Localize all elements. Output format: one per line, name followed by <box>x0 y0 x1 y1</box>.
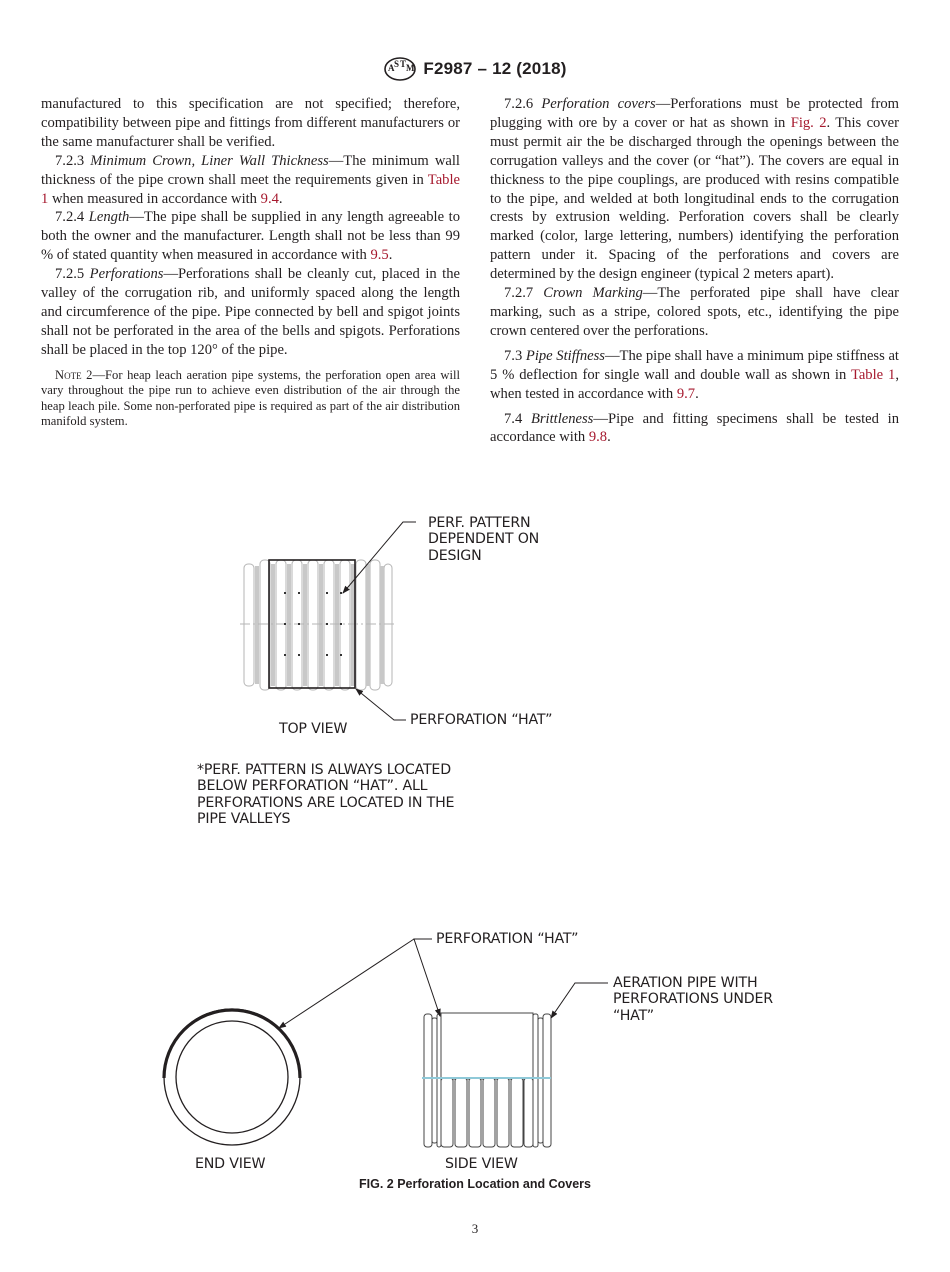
section-title: Length <box>88 209 130 226</box>
end-view-pipe <box>164 1009 300 1145</box>
link-9-5[interactable]: 9.5 <box>370 247 389 264</box>
section-7-2-5: 7.2.5 Perforations—Perforations shall be cleanly cut, placed in the valley of the corrugation rib, and uniformly spaced along the length and circumference of the pipe. Pipe connected by bell and spigot joints shall not be perforated in the area of the bells and spigots. Perforations shall be placed in the top 120° of the pipe. <box>41 266 460 358</box>
callout-aeration-pipe: AERATION PIPE WITH PERFORATIONS UNDER “HAT” <box>613 975 773 1024</box>
right-column <box>490 95 899 447</box>
note-2: Note 2—For heap leach aeration pipe systems, the perforation open area will vary throughout the pipe run to achieve even distribution of the air through the heap leach pile. Some non-perforated pipe is required as part of the air distribution manifold system. <box>41 367 460 429</box>
section-title: Minimum Crown, Liner Wall Thickness <box>90 152 329 169</box>
link-9-7[interactable]: 9.7 <box>676 385 696 402</box>
section-title: Perforation covers <box>541 96 656 112</box>
left-column <box>41 95 460 430</box>
link-9-8[interactable]: 9.8 <box>588 429 608 446</box>
link-table-1[interactable]: Table 1 <box>850 366 896 383</box>
callout-perforation-hat-top: PERFORATION “HAT” <box>410 712 553 728</box>
section-7-2-3: 7.2.3 Minimum Crown, Liner Wall Thickness—The minimum wall thickness of the pipe crown shall meet the requirements given in Table 1 when measured in accordance with 9.4. <box>41 152 460 207</box>
perforation-hat-outline <box>269 560 355 688</box>
section-title: Pipe Stiffness <box>525 347 605 364</box>
svg-text:A: A <box>388 63 395 73</box>
figure-caption: FIG. 2 Perforation Location and Covers <box>359 1177 591 1191</box>
document-id: F2987 – 12 (2018) <box>423 59 567 78</box>
note-label: Note 2 <box>55 367 93 382</box>
svg-text:M: M <box>406 63 415 73</box>
link-fig-2[interactable]: Fig. 2 <box>790 114 827 131</box>
svg-text:S: S <box>394 59 400 69</box>
page-number: 3 <box>471 1221 479 1236</box>
top-view-note: *PERF. PATTERN IS ALWAYS LOCATED BELOW PERFORATION “HAT”. ALL PERFORATIONS ARE LOCATED IN THE PIPE VALLEYS <box>197 762 455 828</box>
top-view-pipe <box>244 560 392 690</box>
section-title: Crown Marking <box>543 285 643 302</box>
callout-perforation-hat-side: PERFORATION “HAT” <box>436 931 579 947</box>
section-title: Brittleness <box>530 410 594 427</box>
section-7-2-6: 7.2.6 Perforation covers—Perforations must be protected from plugging with ore by a cover or hat as shown in Fig. 2. This cover must permit air the be discharged through the openings between the corrugation valleys and the cover (or “hat”). The covers are equal in thickness to the pipe couplings, are produced with resins compatible to the pipe, and welded at both longitudinal ends to the corrugation crests by extrusion welding. Perforation covers shall be clearly marked (color, large lettering, numbers) identifying the perforation pattern under it. Spacing of the perforations and covers are determined by the design engineer (typical 2 meters apart). <box>490 96 900 283</box>
section-7-2-7: 7.2.7 Crown Marking—The perforated pipe shall have clear marking, such as a stripe, colored spots, etc., identifying the pipe crown centered over the perforations. <box>490 285 899 339</box>
section-7-2-4: 7.2.4 Length—The pipe shall be supplied in any length agreeable to both the owner and the manufacturer. Length shall not be less than 99 % of stated quantity when measured in accordance with 9.5. <box>41 209 460 264</box>
section-7-3: 7.3 Pipe Stiffness—The pipe shall have a minimum pipe stiffness at 5 % deflection for single wall and double wall as shown in Table 1, when tested in accordance with 9.7. <box>490 347 899 402</box>
svg-text:T: T <box>400 59 407 69</box>
section-title: Perforations <box>89 266 164 283</box>
astm-logo-icon <box>383 56 417 82</box>
link-table-1[interactable]: Table 1 <box>41 171 460 207</box>
link-9-4[interactable]: 9.4 <box>260 190 279 207</box>
label-side-view: SIDE VIEW <box>445 1156 518 1172</box>
label-top-view: TOP VIEW <box>279 721 348 737</box>
paragraph-continuation: manufactured to this specification are not specified; therefore, compatibility between pipe and fittings from different manufacturers or the same manufacturer shall be verified. <box>41 96 460 150</box>
section-7-4: 7.4 Brittleness—Pipe and fitting specimens shall be tested in accordance with 9.8. <box>490 410 899 446</box>
callout-perf-pattern: PERF. PATTERN DEPENDENT ON DESIGN <box>428 515 540 564</box>
page-header <box>0 56 950 87</box>
side-view-pipe <box>424 1013 551 1147</box>
label-end-view: END VIEW <box>195 1156 266 1172</box>
